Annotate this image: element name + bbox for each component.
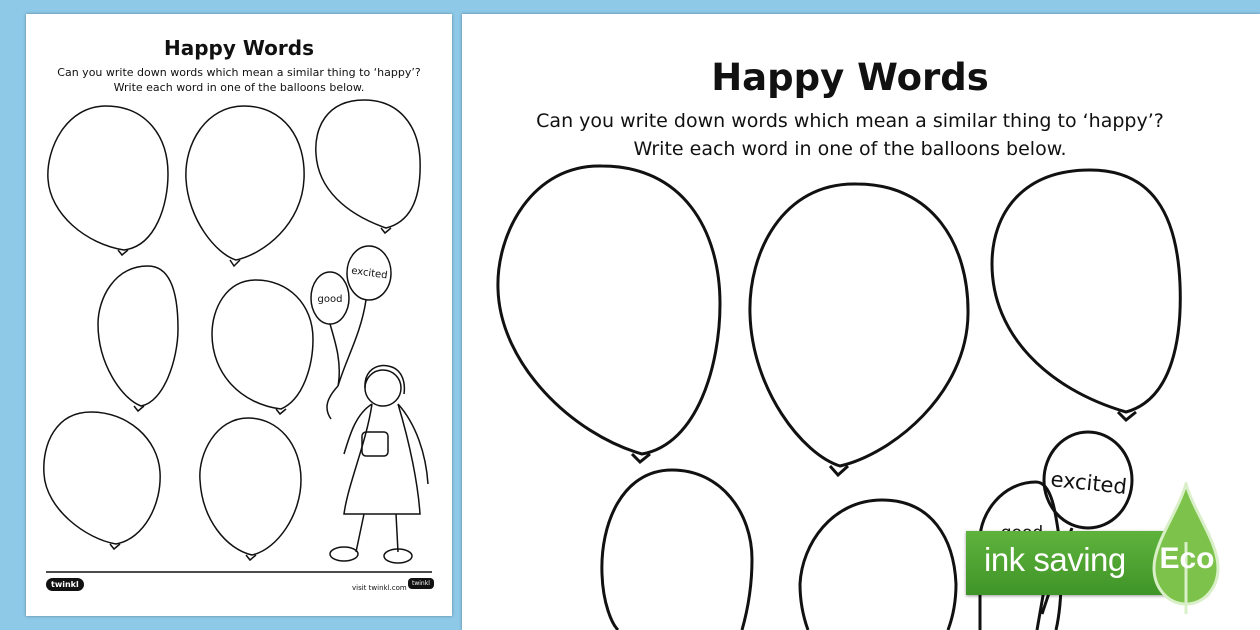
balloon-word-good: good — [317, 294, 343, 305]
balloon — [602, 470, 752, 630]
thumbnail-instruction-line2: Write each word in one of the balloons below. — [113, 81, 365, 94]
zoom-title: Happy Words — [711, 56, 989, 99]
balloon — [212, 280, 313, 409]
balloon — [98, 266, 178, 406]
footer-badge: twinkl — [408, 578, 434, 589]
zoom-balloon-word-excited: excited — [1049, 467, 1129, 499]
girl-head — [365, 370, 401, 406]
girl-pocket — [362, 432, 388, 456]
thumbnail-instruction-line1: Can you write down words which mean a similar thing to ‘happy’? — [57, 66, 421, 79]
thumbnail-title: Happy Words — [163, 36, 315, 60]
girl-shoe — [330, 547, 358, 561]
balloon — [750, 184, 968, 466]
balloon-knot — [110, 544, 120, 549]
balloon — [498, 166, 720, 454]
zoom-instruction-line2: Write each word in one of the balloons below. — [633, 138, 1067, 160]
balloon — [316, 100, 420, 228]
balloon — [800, 500, 956, 630]
balloon-knot — [830, 466, 848, 475]
eco-label: Eco — [1159, 542, 1215, 575]
footer-url: visit twinkl.com — [352, 584, 407, 592]
balloon-knot — [246, 555, 256, 560]
thumbnail-balloons-illustration — [26, 14, 452, 616]
balloon — [48, 106, 168, 250]
balloon-strings — [327, 300, 366, 419]
balloon-knot — [230, 260, 240, 266]
worksheet-thumbnail — [26, 14, 452, 616]
balloon — [200, 418, 301, 555]
girl-body — [344, 404, 428, 514]
girl-legs — [356, 514, 398, 552]
balloon-knot — [134, 406, 144, 411]
twinkl-logo: twinkl — [46, 578, 84, 591]
balloon — [44, 412, 160, 544]
balloon — [992, 170, 1180, 412]
balloon-word-excited: excited — [350, 265, 389, 282]
zoom-instruction-line1: Can you write down words which mean a similar thing to ‘happy’? — [536, 110, 1164, 132]
ink-saving-label: ink saving — [984, 541, 1126, 578]
balloon-knot — [118, 250, 128, 255]
balloon — [186, 106, 304, 260]
